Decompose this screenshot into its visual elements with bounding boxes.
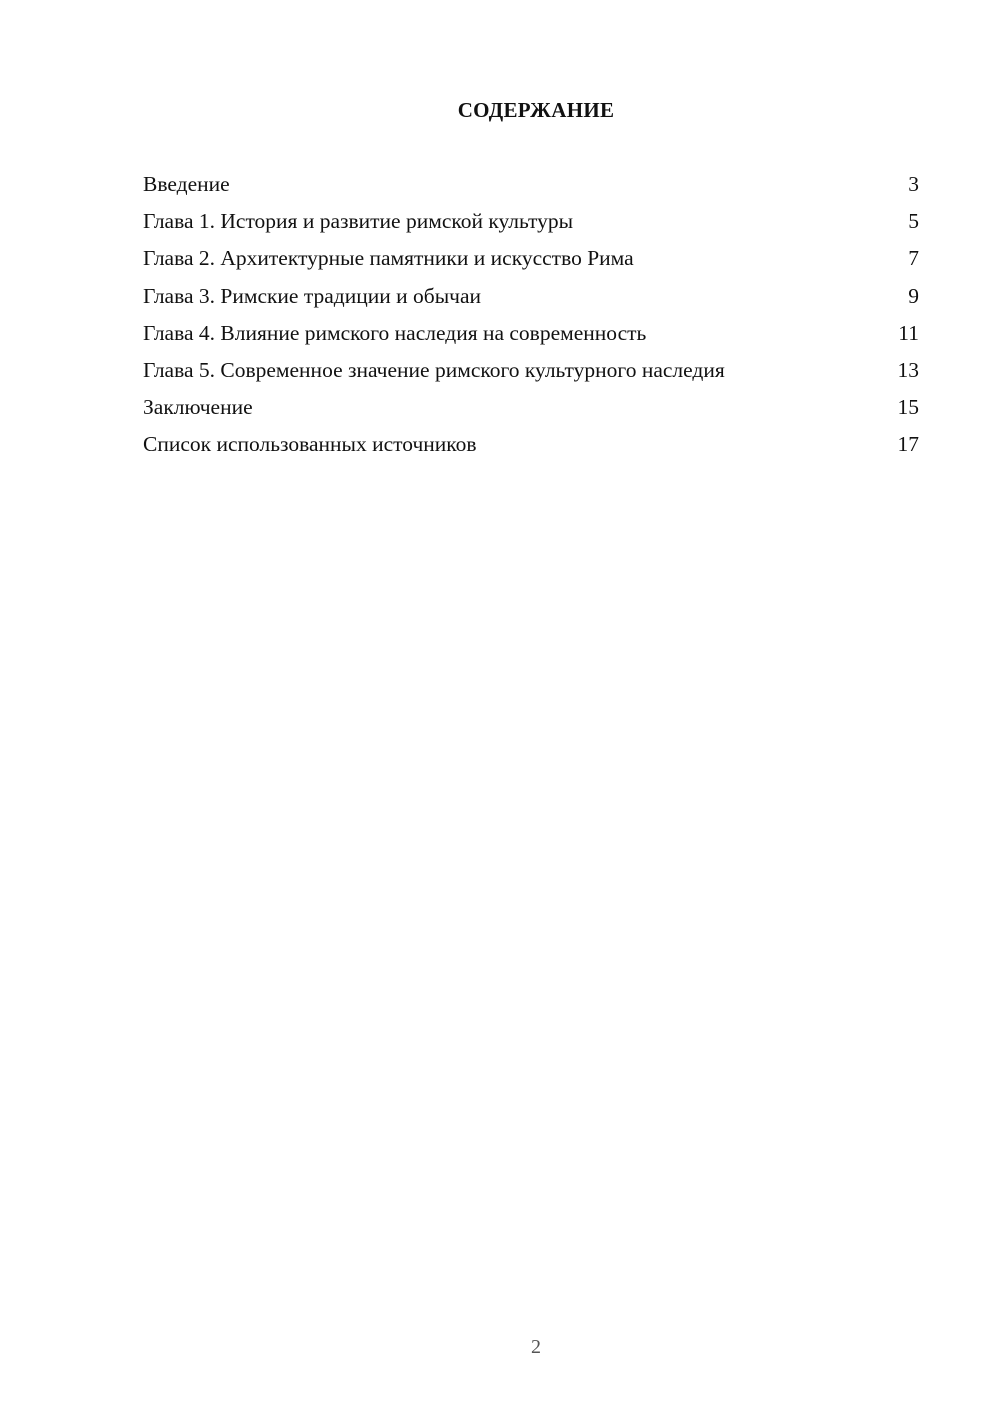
- toc-entry-references: [143, 430, 919, 467]
- toc-entry-label: Заключение: [143, 395, 253, 420]
- toc-entry-page: 3: [908, 172, 919, 196]
- toc-entry-label: Введение: [143, 172, 230, 196]
- toc-entry-conclusion: [143, 393, 919, 430]
- table-of-contents: [143, 170, 919, 468]
- toc-entry-chapter-2: [143, 244, 919, 281]
- toc-entry-page: 9: [908, 283, 919, 308]
- toc-entry-label: Глава 1. История и развитие римской культуры: [143, 209, 574, 234]
- toc-entry-page: 17: [897, 432, 919, 457]
- toc-entry-label: Глава 3. Римские традиции и обычаи: [143, 283, 482, 308]
- page-title: СОДЕРЖАНИЕ: [457, 98, 615, 122]
- toc-entry-page: 15: [897, 395, 919, 420]
- toc-entry-chapter-3: [143, 282, 919, 319]
- toc-entry-page: 13: [897, 357, 919, 382]
- toc-entry-page: 5: [908, 209, 919, 234]
- toc-entry-label: Глава 2. Архитектурные памятники и искусство Рима: [143, 246, 634, 271]
- toc-entry-chapter-4: [143, 319, 919, 356]
- toc-entry-label: Список использованных источников: [143, 432, 477, 457]
- toc-entry-label: Глава 5. Современное значение римского культурного наследия: [143, 357, 725, 382]
- page-number: 2: [531, 1336, 541, 1358]
- toc-entry-chapter-5: [143, 356, 919, 393]
- toc-entry-page: 11: [898, 320, 919, 345]
- toc-entry-chapter-1: [143, 207, 919, 244]
- toc-entry-introduction: [143, 170, 919, 207]
- toc-entry-page: 7: [908, 246, 919, 271]
- toc-entry-label: Глава 4. Влияние римского наследия на современность: [143, 320, 647, 345]
